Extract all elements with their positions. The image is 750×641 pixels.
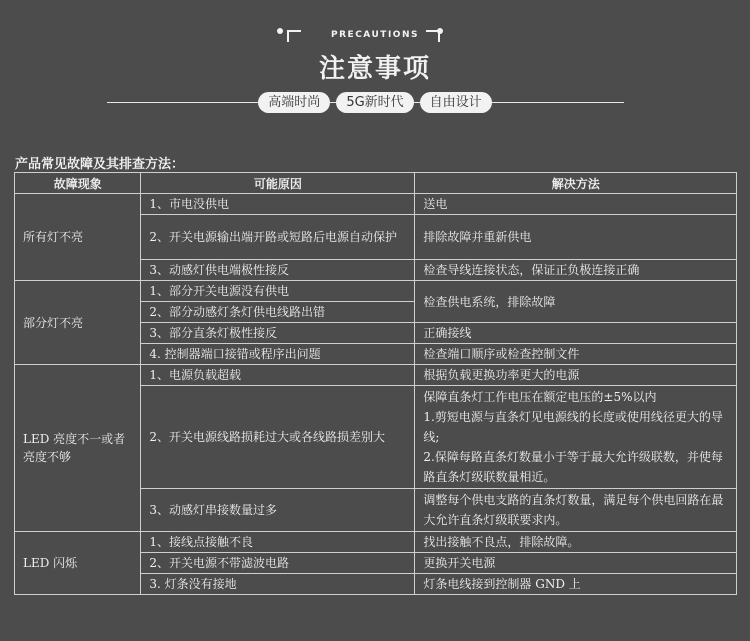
cause-cell: 3、动感灯串接数量过多: [141, 489, 415, 532]
table-row: [15, 365, 737, 386]
tag-5g: 5G新时代: [336, 92, 413, 113]
header-cause: 可能原因: [141, 173, 415, 194]
section-title: 产品常见故障及其排查方法：: [15, 157, 185, 172]
table-row: [15, 281, 737, 302]
fault-table: [14, 172, 737, 595]
cause-cell: 1、市电没供电: [141, 194, 415, 215]
symptom-cell: LED 闪烁: [15, 532, 141, 595]
solution-line: 保障直条灯工作电压在额定电压的±5%以内: [423, 390, 657, 404]
solution-cell: 灯条电线接到控制器 GND 上: [415, 574, 737, 595]
symptom-cell: 所有灯不亮: [15, 194, 141, 281]
solution-cell: 检查端口顺序或检查控制文件: [415, 344, 737, 365]
solution-line: 1.剪短电源与直条灯见电源线的长度或使用线径更大的导线;: [423, 410, 723, 444]
solution-cell-multiline: [415, 386, 737, 489]
solution-cell: 根据负载更换功率更大的电源: [415, 365, 737, 386]
solution-cell: 送电: [415, 194, 737, 215]
header-symptom: 故障现象: [15, 173, 141, 194]
cause-cell: 1、电源负载超载: [141, 365, 415, 386]
cause-cell: 3. 灯条没有接地: [141, 574, 415, 595]
header-solution: 解决方法: [415, 173, 737, 194]
cause-cell: 2、开关电源不带滤波电路: [141, 553, 415, 574]
cause-cell: 3、动感灯供电端极性接反: [141, 260, 415, 281]
solution-line: 2.保障每路直条灯数量小于等于最大允许级联数，并使每路直条灯级联数量相近。: [423, 450, 723, 484]
cause-cell: 2、开关电源线路损耗过大或各线路损差别大: [141, 386, 415, 489]
symptom-cell: 部分灯不亮: [15, 281, 141, 365]
decor-dot-right: [437, 28, 443, 34]
table-row: [15, 532, 737, 553]
solution-cell: 排除故障并重新供电: [415, 215, 737, 260]
precautions-label: PRECAUTIONS: [331, 30, 419, 40]
symptom-cell: LED 亮度不一或者亮度不够: [15, 365, 141, 532]
cause-cell: 1、部分开关电源没有供电: [141, 281, 415, 302]
table-header-row: [15, 173, 737, 194]
tag-high-end: 高端时尚: [258, 92, 330, 113]
solution-cell: 更换开关电源: [415, 553, 737, 574]
cause-cell: 4. 控制器端口接错或程序出问题: [141, 344, 415, 365]
solution-cell: 检查供电系统，排除故障: [415, 281, 737, 323]
table-row: [15, 194, 737, 215]
solution-cell: 找出接触不良点，排除故障。: [415, 532, 737, 553]
cause-cell: 2、部分动感灯条灯供电线路出错: [141, 302, 415, 323]
cause-cell: 2、开关电源输出端开路或短路后电源自动保护: [141, 215, 415, 260]
tag-row: [0, 92, 750, 113]
page-title: 注意事项: [318, 54, 431, 84]
solution-cell: 调整每个供电支路的直条灯数量，满足每个供电回路在最大允许直条灯级联要求内。: [415, 489, 737, 532]
cause-cell: 1、接线点接触不良: [141, 532, 415, 553]
solution-cell: 正确接线: [415, 323, 737, 344]
cause-cell: 3、部分直条灯极性接反: [141, 323, 415, 344]
solution-cell: 检查导线连接状态，保证正负极连接正确: [415, 260, 737, 281]
tag-free-design: 自由设计: [420, 92, 492, 113]
